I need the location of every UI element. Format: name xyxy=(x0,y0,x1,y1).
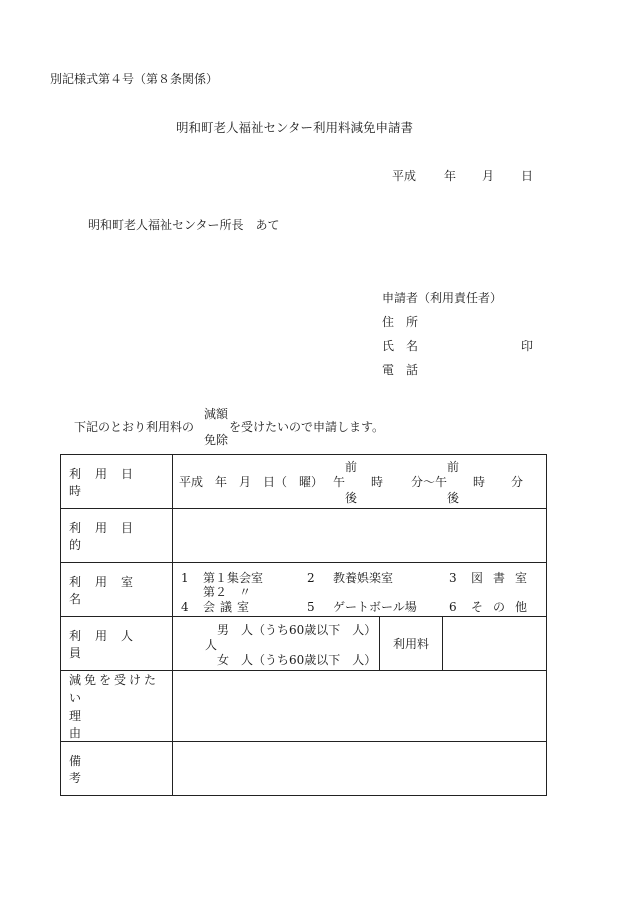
room-2-num: 2 xyxy=(307,571,315,585)
request-prefix: 下記のとおり利用料の xyxy=(74,420,195,434)
date-year: 年 xyxy=(444,169,457,183)
datetime-min2: 分 xyxy=(511,475,524,489)
datetime-hour2: 時 xyxy=(473,475,486,489)
label-reason xyxy=(61,671,173,742)
field-usage-datetime[interactable] xyxy=(173,455,547,509)
addressee: 明和町老人福祉センター所長 あて xyxy=(88,218,280,232)
label-usage-datetime-text: 利用日時 xyxy=(69,466,148,498)
room-3-name: 図書室 xyxy=(471,571,538,585)
applicant-name-label: 氏 名 xyxy=(382,339,419,353)
label-reason-line1: 減免を受けたい xyxy=(69,673,160,705)
datetime-pm1: 後 xyxy=(345,491,358,505)
field-usage-purpose[interactable] xyxy=(173,509,547,563)
application-table xyxy=(60,454,547,796)
option-reduce: 減額 xyxy=(204,407,229,421)
date-day: 日 xyxy=(521,169,534,183)
room-4-num: 4 xyxy=(181,600,189,614)
room-1b-name: 第２ 〃 xyxy=(203,585,252,599)
people-female: 女 人（うち60歳以下 人） xyxy=(217,653,377,667)
field-people-count[interactable] xyxy=(173,617,380,671)
applicant-address-label: 住 所 xyxy=(382,315,419,329)
people-total: 人 xyxy=(205,638,218,652)
label-reason-line2-wrap xyxy=(69,707,166,741)
seal-mark: 印 xyxy=(521,339,534,353)
room-3-num: 3 xyxy=(449,571,457,585)
room-6-num: 6 xyxy=(449,600,457,614)
field-remarks[interactable] xyxy=(173,742,547,796)
datetime-am1: 前 xyxy=(345,460,358,474)
date-month: 月 xyxy=(482,169,495,183)
date-era: 平成 xyxy=(392,169,417,183)
people-male: 男 人（うち60歳以下 人） xyxy=(217,623,377,637)
datetime-hour1: 時 xyxy=(371,475,384,489)
row-usage-purpose xyxy=(61,509,547,563)
label-fee-text: 利用料 xyxy=(392,637,429,651)
row-usage-datetime xyxy=(61,455,547,509)
row-remarks xyxy=(61,742,547,796)
form-title: 明和町老人福祉センター利用料減免申請書 xyxy=(176,120,414,135)
room-5-name: ゲートボール場 xyxy=(333,600,417,614)
applicant-heading: 申請者（利用責任者） xyxy=(382,291,503,305)
datetime-era: 平成 xyxy=(179,475,204,489)
room-6-name: その他 xyxy=(471,600,538,614)
row-reason xyxy=(61,671,547,742)
label-usage-purpose-text: 利用目的 xyxy=(69,520,148,552)
field-room-name[interactable] xyxy=(173,563,547,617)
label-remarks-text: 備考 xyxy=(69,753,158,785)
label-usage-datetime-chars xyxy=(69,465,166,499)
field-fee[interactable] xyxy=(443,617,547,671)
applicant-phone-label: 電 話 xyxy=(382,363,419,377)
datetime-pm2: 後 xyxy=(447,491,460,505)
label-room-name-text: 利用室名 xyxy=(69,574,148,606)
datetime-noon2: 午 xyxy=(435,475,448,489)
field-reason[interactable] xyxy=(173,671,547,742)
room-4-name: 会議室 xyxy=(203,600,255,614)
datetime-date: 年 月 日（ 曜） xyxy=(215,475,324,489)
room-1-num: 1 xyxy=(181,571,189,585)
label-remarks xyxy=(61,742,173,796)
room-5-num: 5 xyxy=(307,600,315,614)
label-people-text: 利用人員 xyxy=(69,628,148,660)
room-2-name: 教養娯楽室 xyxy=(333,571,394,585)
room-1-name: 第１集会室 xyxy=(203,571,264,585)
datetime-noon1: 午 xyxy=(333,475,346,489)
label-reason-line2: 理由 xyxy=(69,709,158,740)
datetime-am2: 前 xyxy=(447,460,460,474)
row-people xyxy=(61,617,547,671)
form-number: 別記様式第４号（第８条関係） xyxy=(50,72,219,86)
label-fee xyxy=(380,617,443,671)
datetime-min1: 分～ xyxy=(411,475,436,489)
label-people xyxy=(61,617,173,671)
label-usage-purpose xyxy=(61,509,173,563)
label-room-name xyxy=(61,563,173,617)
row-room-name xyxy=(61,563,547,617)
option-exempt: 免除 xyxy=(204,433,229,447)
label-usage-datetime xyxy=(61,455,173,509)
request-suffix: を受けたいので申請します。 xyxy=(229,420,385,434)
